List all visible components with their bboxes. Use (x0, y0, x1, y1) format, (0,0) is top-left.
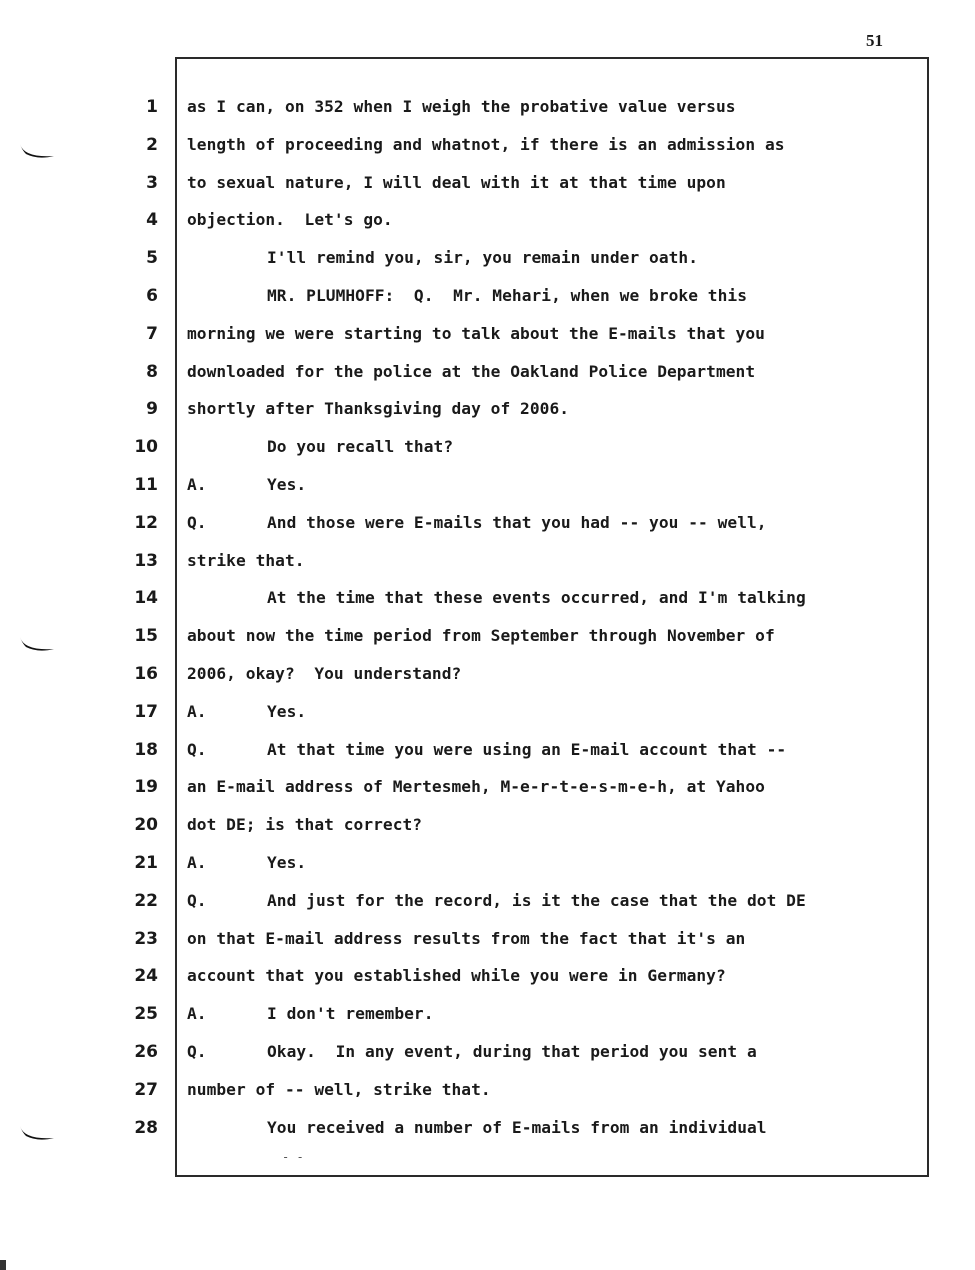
speaker-label: Q. (187, 513, 207, 532)
line-number: 10 (134, 437, 158, 457)
line-number: 6 (146, 286, 158, 306)
transcript-line (187, 891, 922, 911)
line-number: 20 (134, 815, 158, 835)
line-text: strike that. (187, 551, 305, 570)
transcript-line (187, 324, 922, 344)
line-text: I don't remember. (267, 1004, 434, 1023)
line-number: 18 (134, 740, 158, 760)
transcript-line (187, 1042, 922, 1062)
transcript-line (187, 740, 922, 760)
line-text: account that you established while you were in Germany? (187, 966, 726, 985)
line-text: morning we were starting to talk about the E-mails that you (187, 324, 765, 343)
line-text: Yes. (267, 702, 307, 721)
line-text: Do you recall that? (267, 437, 454, 456)
line-text: objection. Let's go. (187, 210, 393, 229)
transcript-line (187, 966, 922, 986)
line-text: 2006, okay? You understand? (187, 664, 462, 683)
line-number: 4 (146, 210, 158, 230)
transcript-line (187, 551, 922, 571)
speaker-label: Q. (187, 1042, 207, 1061)
line-number: 3 (146, 173, 158, 193)
transcript-line (187, 588, 922, 608)
transcript-line (187, 513, 922, 533)
line-number: 15 (134, 626, 158, 646)
scan-edge-mark (0, 1260, 6, 1270)
transcript-line (187, 1004, 922, 1024)
line-number: 26 (134, 1042, 158, 1062)
transcript-line (187, 702, 922, 722)
transcript-line (187, 97, 922, 117)
transcript-line (187, 664, 922, 684)
line-text: MR. PLUMHOFF: Q. Mr. Mehari, when we broke this (267, 286, 747, 305)
transcript-line (187, 853, 922, 873)
transcript-line (187, 1118, 922, 1138)
speaker-label: A. (187, 475, 207, 494)
line-number: 27 (134, 1080, 158, 1100)
line-number: 17 (134, 702, 158, 722)
speaker-label: A. (187, 1004, 207, 1023)
line-text: Yes. (267, 475, 307, 494)
line-text: And those were E-mails that you had -- you -- well, (267, 513, 767, 532)
line-number: 9 (146, 399, 158, 419)
transcript-line (187, 1080, 922, 1100)
transcript-line (187, 777, 922, 797)
transcript-line (187, 135, 922, 155)
line-text: dot DE; is that correct? (187, 815, 423, 834)
speaker-label: Q. (187, 740, 207, 759)
speaker-label: Q. (187, 891, 207, 910)
transcript-line (187, 929, 922, 949)
line-number: 5 (146, 248, 158, 268)
transcript-line (187, 626, 922, 646)
transcript-line (187, 210, 922, 230)
line-number: 24 (134, 966, 158, 986)
line-number: 16 (134, 664, 158, 684)
speaker-label: A. (187, 853, 207, 872)
line-text: about now the time period from September through November of (187, 626, 775, 645)
transcript-line (187, 248, 922, 268)
line-number: 11 (134, 475, 158, 495)
binder-hole-icon (18, 1122, 56, 1144)
page-number: 51 (866, 31, 883, 50)
line-text: on that E-mail address results from the fact that it's an (187, 929, 746, 948)
line-number: 2 (146, 135, 158, 155)
line-text: Okay. In any event, during that period you sent a (267, 1042, 757, 1061)
line-text: I'll remind you, sir, you remain under oath. (267, 248, 699, 267)
transcript-line (187, 399, 922, 419)
line-number: 14 (134, 588, 158, 608)
line-text: Yes. (267, 853, 307, 872)
line-number: 22 (134, 891, 158, 911)
transcript-line (187, 286, 922, 306)
line-number: 7 (146, 324, 158, 344)
line-text: number of -- well, strike that. (187, 1080, 491, 1099)
line-text: At that time you were using an E-mail account that -- (267, 740, 787, 759)
transcript-line (187, 173, 922, 193)
line-text: And just for the record, is it the case that the dot DE (267, 891, 806, 910)
line-text: to sexual nature, I will deal with it at that time upon (187, 173, 726, 192)
line-number: 1 (146, 97, 158, 117)
line-number: 25 (134, 1004, 158, 1024)
line-number: 28 (134, 1118, 158, 1138)
line-number: 8 (146, 362, 158, 382)
transcript-line (187, 362, 922, 382)
line-text: shortly after Thanksgiving day of 2006. (187, 399, 570, 418)
line-text: length of proceeding and whatnot, if there is an admission as (187, 135, 785, 154)
speaker-label: A. (187, 702, 207, 721)
line-number: 23 (134, 929, 158, 949)
line-text: as I can, on 352 when I weigh the probative value versus (187, 97, 736, 116)
binder-hole-icon (18, 633, 56, 655)
transcript-line (187, 815, 922, 835)
line-text: downloaded for the police at the Oakland Police Department (187, 362, 756, 381)
line-number: 13 (134, 551, 158, 571)
line-text: At the time that these events occurred, and I'm talking (267, 588, 806, 607)
transcript-line (187, 437, 922, 457)
line-text: You received a number of E-mails from an individual (267, 1118, 767, 1137)
line-number: 19 (134, 777, 158, 797)
line-number: 21 (134, 853, 158, 873)
transcript-line (187, 475, 922, 495)
line-text: an E-mail address of Mertesmeh, M-e-r-t-e-s-m-e-h, at Yahoo (187, 777, 765, 796)
line-number: 12 (134, 513, 158, 533)
binder-hole-icon (18, 140, 56, 162)
footer-mark: - - (282, 1150, 304, 1164)
